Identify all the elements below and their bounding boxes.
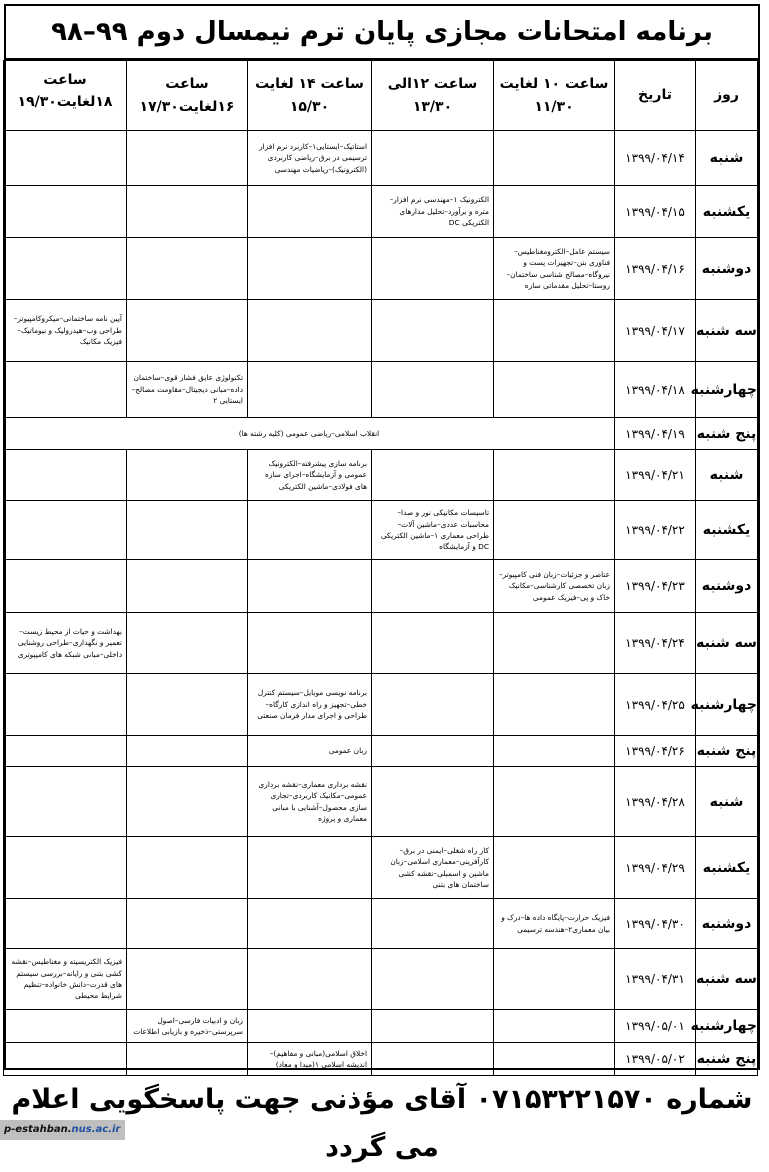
day-cell: چهارشنبه — [696, 362, 758, 418]
exam-cell-slot-4: تکنولوژی عایق فشار قوی–ساختمان داده–مبانی دیجیتال–مقاومت مصالح–ایستایی ۲ — [127, 362, 248, 418]
exam-cell-slot-3 — [248, 362, 372, 418]
header-slot-1 — [494, 61, 615, 131]
exam-cell-slot-1 — [494, 613, 615, 674]
header-day: روز — [696, 61, 758, 131]
exam-cell-slot-2 — [372, 1043, 494, 1076]
exam-cell-slot-3 — [248, 560, 372, 613]
header-slot-4-line-1: ساعت — [165, 76, 209, 93]
site-watermark[interactable] — [0, 1120, 125, 1140]
exam-cell-slot-4 — [127, 674, 248, 736]
exam-cell-slot-2 — [372, 131, 494, 186]
header-slot-4-line-2: ۱۶لغایت۱۷/۳۰ — [139, 98, 235, 115]
day-cell: پنج شنبه — [696, 418, 758, 450]
schedule-row — [4, 736, 758, 767]
exam-cell-slot-5 — [4, 767, 127, 837]
exam-cell-slot-5 — [4, 736, 127, 767]
day-cell: یکشنبه — [696, 837, 758, 899]
exam-cell-slot-2 — [372, 238, 494, 300]
exam-cell-slot-3: استاتیک–ایستایی۱–کاربرد نرم افزار ترسیمی در برق–ریاضی کاربردی (الکترونیک)–ریاضیات مهندسی — [248, 131, 372, 186]
schedule-body — [4, 131, 758, 1076]
exam-cell-slot-4: زبان و ادبیات فارسی–اصول سرپرستی–ذخیره و بازیابی اطلاعات — [127, 1010, 248, 1043]
day-cell: سه شنبه — [696, 613, 758, 674]
exam-cell-slot-5 — [4, 837, 127, 899]
date-cell: ۱۳۹۹/۰۴/۳۱ — [615, 949, 696, 1010]
exam-cell-slot-4 — [127, 736, 248, 767]
exam-cell-slot-5 — [4, 238, 127, 300]
exam-cell-slot-4 — [127, 837, 248, 899]
exam-cell-slot-5: فیزیک الکتریسیته و مغناطیس–نقشه کشی بتنی و رایانه–بررسی سیستم های قدرت–دانش خانواده–تنظیم شرایط محیطی — [4, 949, 127, 1010]
exam-cell-slot-3 — [248, 1010, 372, 1043]
exam-cell-slot-5 — [4, 186, 127, 238]
day-cell: شنبه — [696, 450, 758, 501]
exam-cell-slot-3 — [248, 949, 372, 1010]
header-slot-2 — [372, 61, 494, 131]
exam-cell-slot-1 — [494, 949, 615, 1010]
exam-cell-slot-4 — [127, 501, 248, 560]
exam-cell-slot-1 — [494, 837, 615, 899]
schedule-row — [4, 837, 758, 899]
day-cell: دوشنبه — [696, 238, 758, 300]
day-cell: پنج شنبه — [696, 736, 758, 767]
date-cell: ۱۳۹۹/۰۴/۱۵ — [615, 186, 696, 238]
day-cell: یکشنبه — [696, 501, 758, 560]
date-cell: ۱۳۹۹/۰۴/۱۹ — [615, 418, 696, 450]
day-cell: چهارشنبه — [696, 674, 758, 736]
date-cell: ۱۳۹۹/۰۴/۲۱ — [615, 450, 696, 501]
day-cell: چهارشنبه — [696, 1010, 758, 1043]
exam-cell-slot-2: کار راه شغلی–ایمنی در برق–کارآفرینی–معماری اسلامی–زبان ماشین و اسمبلی–نقشه کشی ساختمان های بتنی — [372, 837, 494, 899]
exam-cell-slot-2: الکترونیک ۱–مهندسی نرم افزار–متره و برآورد–تحلیل مدارهای الکتریکی DC — [372, 186, 494, 238]
schedule-row — [4, 560, 758, 613]
exam-cell-slot-4 — [127, 560, 248, 613]
date-cell: ۱۳۹۹/۰۴/۱۸ — [615, 362, 696, 418]
date-cell: ۱۳۹۹/۰۴/۲۲ — [615, 501, 696, 560]
exam-cell-slot-1 — [494, 300, 615, 362]
schedule-row — [4, 613, 758, 674]
exam-cell-slot-4 — [127, 131, 248, 186]
schedule-row — [4, 186, 758, 238]
exam-cell-slot-2: تاسیسات مکانیکی نور و صدا–محاسبات عددی–ماشین آلات–طراحی معماری ۱–ماشین الکتریکی DC و آزمایشگاه — [372, 501, 494, 560]
exam-cell-slot-4 — [127, 1043, 248, 1076]
date-cell: ۱۳۹۹/۰۵/۰۱ — [615, 1010, 696, 1043]
day-cell: پنج شنبه — [696, 1043, 758, 1076]
exam-cell-slot-1 — [494, 1043, 615, 1076]
exam-cell-slot-1 — [494, 767, 615, 837]
exam-cell-slot-3: اخلاق اسلامی(مبانی و مفاهیم)–اندیشه اسلامی ۱(مبدا و معاد) — [248, 1043, 372, 1076]
exam-cell-slot-3 — [248, 501, 372, 560]
date-cell: ۱۳۹۹/۰۴/۲۳ — [615, 560, 696, 613]
exam-cell-slot-5: بهداشت و حیات از محیط زیست–تعمیر و نگهداری–طراحی روشنایی داخلی–مبانی شبکه های کامپیوتری — [4, 613, 127, 674]
exam-cell-slot-2 — [372, 560, 494, 613]
exam-cell-slot-2 — [372, 899, 494, 949]
date-cell: ۱۳۹۹/۰۴/۲۵ — [615, 674, 696, 736]
exam-cell-slot-1 — [494, 736, 615, 767]
exam-cell-slot-5 — [4, 560, 127, 613]
header-slot-1-line-1: ساعت ۱۰ لغایت — [499, 76, 609, 93]
schedule-row — [4, 238, 758, 300]
exam-cell-slot-5: آیین نامه ساختمانی–میکروکامپیوتر–طراحی وب–هیدرولیک و نیوماتیک–فیزیک مکانیک — [4, 300, 127, 362]
exam-cell-slot-4 — [127, 238, 248, 300]
header-row — [4, 61, 758, 131]
exam-schedule-table — [3, 60, 758, 1076]
schedule-row — [4, 131, 758, 186]
exam-cell-slot-5 — [4, 1010, 127, 1043]
schedule-row — [4, 1010, 758, 1043]
exam-cell-slot-3 — [248, 899, 372, 949]
exam-cell-slot-1 — [494, 450, 615, 501]
exam-cell-slot-3 — [248, 837, 372, 899]
exam-cell-slot-1: سیستم عامل–الکترومغناطیس–فناوری بتن–تجهیزات پست و نیروگاه–مصالح شناسی ساختمان–روستا–تحلیل مقدماتی سازه — [494, 238, 615, 300]
exam-cell-slot-2 — [372, 736, 494, 767]
schedule-row — [4, 418, 758, 450]
exam-cell-slot-2 — [372, 674, 494, 736]
date-cell: ۱۳۹۹/۰۴/۱۶ — [615, 238, 696, 300]
page-title: برنامه امتحانات مجازی پایان ترم نیمسال دوم ۹۹–۹۸ — [6, 6, 758, 60]
watermark-prefix: p-estahban. — [4, 1124, 72, 1135]
exam-cell-slot-4 — [127, 186, 248, 238]
watermark-accent: nus.ac.ir — [71, 1124, 121, 1135]
footer-notice: شماره ۰۷۱۵۳۲۲۱۵۷۰ آقای مؤذنی جهت پاسخگویی اعلام می گردد — [11, 1084, 753, 1163]
schedule-row — [4, 949, 758, 1010]
exam-cell-slot-1: عناصر و جزئیات–زبان فنی کامپیوتر–زبان تخصصی کارشناسی–مکانیک خاک و پی–فیزیک عمومی — [494, 560, 615, 613]
exam-cell-slot-2 — [372, 450, 494, 501]
exam-cell-slot-4 — [127, 767, 248, 837]
schedule-row — [4, 899, 758, 949]
header-date: تاریخ — [615, 61, 696, 131]
header-slot-3-line-1: ساعت ۱۴ لغایت — [255, 76, 364, 93]
exam-cell-slot-2 — [372, 300, 494, 362]
exam-cell-slot-3 — [248, 186, 372, 238]
exam-cell-slot-5 — [4, 362, 127, 418]
day-cell: سه شنبه — [696, 300, 758, 362]
exam-cell-slot-1 — [494, 362, 615, 418]
exam-cell-slot-4 — [127, 949, 248, 1010]
day-cell: یکشنبه — [696, 186, 758, 238]
date-cell: ۱۳۹۹/۰۵/۰۲ — [615, 1043, 696, 1076]
exam-cell-slot-3 — [248, 613, 372, 674]
exam-cell-slot-3: برنامه نویسی موبایل–سیستم کنترل خطی–تجهیز و راه اندازی کارگاه–طراحی و اجرای مدار فرمان صنعتی — [248, 674, 372, 736]
exam-cell-slot-5 — [4, 131, 127, 186]
exam-cell-slot-3: نقشه برداری معماری–نقشه برداری عمومی–مکانیک کاربردی–تجاری سازی محصول–آشنایی با مبانی معماری و پروژه — [248, 767, 372, 837]
header-slot-1-line-2: ۱۱/۳۰ — [534, 98, 574, 115]
exam-cell-slot-1 — [494, 131, 615, 186]
exam-cell-slot-1: فیزیک حرارت–پایگاه داده ها–درک و بیان معماری۲–هندسه ترسیمی — [494, 899, 615, 949]
exam-cell-slot-3: زبان عمومی — [248, 736, 372, 767]
schedule-row — [4, 767, 758, 837]
day-cell: شنبه — [696, 767, 758, 837]
header-slot-2-line-1: ساعت ۱۲الی — [387, 76, 478, 93]
exam-cell-slot-4 — [127, 300, 248, 362]
exam-cell-slot-3 — [248, 300, 372, 362]
exam-cell-slot-2 — [372, 767, 494, 837]
header-slot-5 — [4, 61, 127, 131]
exam-cell-all-slots: انقلاب اسلامی–ریاضی عمومی (کلیه رشته ها) — [4, 418, 615, 450]
exam-cell-slot-4 — [127, 899, 248, 949]
schedule-row — [4, 300, 758, 362]
schedule-sheet — [4, 4, 760, 1070]
date-cell: ۱۳۹۹/۰۴/۲۹ — [615, 837, 696, 899]
exam-cell-slot-3: برنامه سازی پیشرفته–الکترونیک عمومی و آزمایشگاه–اجرای سازه های فولادی–ماشین الکتریکی — [248, 450, 372, 501]
exam-cell-slot-4 — [127, 450, 248, 501]
header-slot-5-line-1: ساعت ۱۸لغایت۱۹/۳۰ — [17, 72, 113, 111]
schedule-row — [4, 501, 758, 560]
date-cell: ۱۳۹۹/۰۴/۲۴ — [615, 613, 696, 674]
date-cell: ۱۳۹۹/۰۴/۲۶ — [615, 736, 696, 767]
header-slot-3-line-2: ۱۵/۳۰ — [289, 98, 330, 115]
exam-cell-slot-1 — [494, 186, 615, 238]
exam-cell-slot-5 — [4, 1043, 127, 1076]
day-cell: سه شنبه — [696, 949, 758, 1010]
exam-cell-slot-4 — [127, 613, 248, 674]
day-cell: دوشنبه — [696, 560, 758, 613]
schedule-row — [4, 362, 758, 418]
exam-cell-slot-5 — [4, 501, 127, 560]
day-cell: دوشنبه — [696, 899, 758, 949]
exam-cell-slot-1 — [494, 501, 615, 560]
exam-cell-slot-2 — [372, 949, 494, 1010]
schedule-row — [4, 674, 758, 736]
header-slot-2-line-2: ۱۳/۳۰ — [412, 98, 453, 115]
date-cell: ۱۳۹۹/۰۴/۳۰ — [615, 899, 696, 949]
exam-cell-slot-2 — [372, 362, 494, 418]
exam-cell-slot-5 — [4, 674, 127, 736]
schedule-row — [4, 450, 758, 501]
exam-cell-slot-2 — [372, 613, 494, 674]
header-slot-4 — [127, 61, 248, 131]
exam-cell-slot-5 — [4, 899, 127, 949]
date-cell: ۱۳۹۹/۰۴/۱۴ — [615, 131, 696, 186]
date-cell: ۱۳۹۹/۰۴/۲۸ — [615, 767, 696, 837]
exam-cell-slot-2 — [372, 1010, 494, 1043]
exam-cell-slot-1 — [494, 1010, 615, 1043]
date-cell: ۱۳۹۹/۰۴/۱۷ — [615, 300, 696, 362]
schedule-row — [4, 1043, 758, 1076]
day-cell: شنبه — [696, 131, 758, 186]
exam-cell-slot-3 — [248, 238, 372, 300]
exam-cell-slot-5 — [4, 450, 127, 501]
exam-cell-slot-1 — [494, 674, 615, 736]
header-slot-3 — [248, 61, 372, 131]
